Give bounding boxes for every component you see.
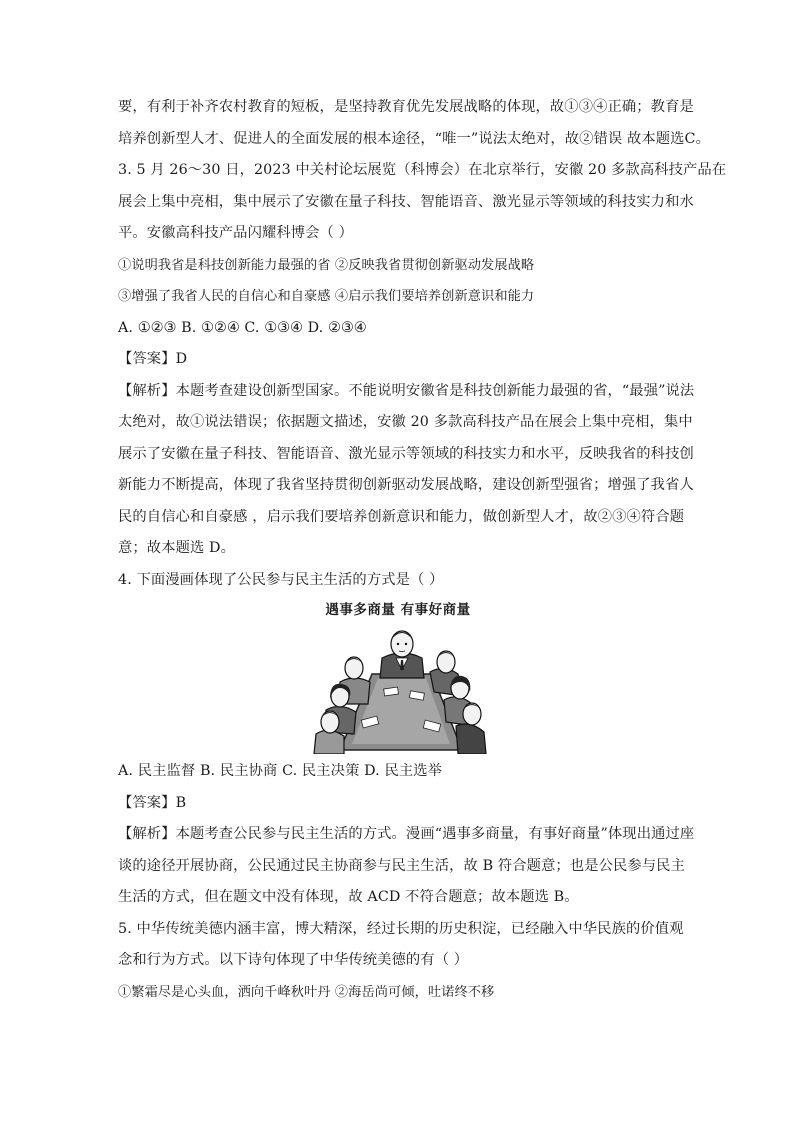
text-line: 民的自信心和自豪感 ，启示我们要培养创新意识和能力，做创新型人才，故②③④符合题 xyxy=(118,508,685,525)
text-line: 展会上集中亮相，集中展示了安徽在量子科技、智能语音、激光显示等领域的科技实力和水 xyxy=(118,193,694,210)
cartoon-figure xyxy=(118,596,678,756)
question-3-options-1: ①说明我省是科技创新能力最强的省 ②反映我省贯彻创新驱动发展战略 xyxy=(118,257,535,273)
answer-label: 【答案】B xyxy=(118,794,187,811)
answer-label: 【答案】D xyxy=(118,351,188,367)
text-line: 平。安徽高科技产品闪耀科博会（ ） xyxy=(118,225,353,241)
question-4-stem: 4. 下面漫画体现了公民参与民主生活的方式是（ ） xyxy=(118,571,444,588)
analysis-text: 【解析】本题考查公民参与民主生活的方式。漫画“遇事多商量，有事好商量”体现出通过座 xyxy=(118,826,695,842)
question-3-options-2: ③增强了我省人民的自信心和自豪感 ④启示我们要培养创新意识和能力 xyxy=(118,289,535,304)
document-page xyxy=(118,92,727,1008)
person-center xyxy=(380,631,424,678)
question-5-stem: 5. 中华传统美德内涵丰富，博大精深，经过长期的历史积淀，已经融入中华民族的价值观 xyxy=(118,920,684,937)
text-line: 展示了安徽在量子科技、智能语音、激光显示等领域的科技实力和水平，反映我省的科技创 xyxy=(118,445,694,462)
text-line: 要，有利于补齐农村教育的短板，是坚持教育优先发展战略的体现，故①③④正确；教育是 xyxy=(118,99,694,115)
text-line: 意；故本题选 D。 xyxy=(118,540,235,556)
text-line: 太绝对，故①说法错误；依据题文描述，安徽 20 多款高科技产品在展会上集中亮相，集中 xyxy=(118,414,693,430)
text-line: 念和行为方式。以下诗句体现了中华传统美德的有（ ） xyxy=(118,952,469,968)
question-3-choices: A. ①②③ B. ①②④ C. ①③④ D. ②③④ xyxy=(118,319,367,336)
text-line: 培养创新型人才、促进人的全面发展的根本途径，“唯一”说法太绝对，故②错误 故本题选C。 xyxy=(118,130,710,147)
question-5-options-1: ①繁霜尽是心头血，洒向千峰秋叶丹 ②海岳尚可倾，吐诺终不移 xyxy=(118,984,495,1000)
question-3-stem: 3. 5 月 26～30 日，2023 中关村论坛展览（科博会）在北京举行，安徽 20 多款高科技产品在 xyxy=(118,162,727,178)
meeting-cartoon-illustration xyxy=(312,622,492,754)
text-line: 新能力不断提高，体现了我省坚持贯彻创新驱动发展战略，建设创新型强省；增强了我省人 xyxy=(118,477,694,493)
question-4-choices: A. 民主监督 B. 民主协商 C. 民主决策 D. 民主选举 xyxy=(118,763,443,779)
text-line: 生活的方式，但在题文中没有体现，故 ACD 不符合题意；故本题选 B。 xyxy=(118,889,579,905)
text-line: 谈的途径开展协商，公民通过民主协商参与民主生活，故 B 符合题意；也是公民参与民主 xyxy=(118,857,685,874)
cartoon-caption: 遇事多商量 有事好商量 xyxy=(325,602,471,618)
analysis-text: 【解析】本题考查建设创新型国家。不能说明安徽省是科技创新能力最强的省，“最强”说法 xyxy=(118,382,695,399)
